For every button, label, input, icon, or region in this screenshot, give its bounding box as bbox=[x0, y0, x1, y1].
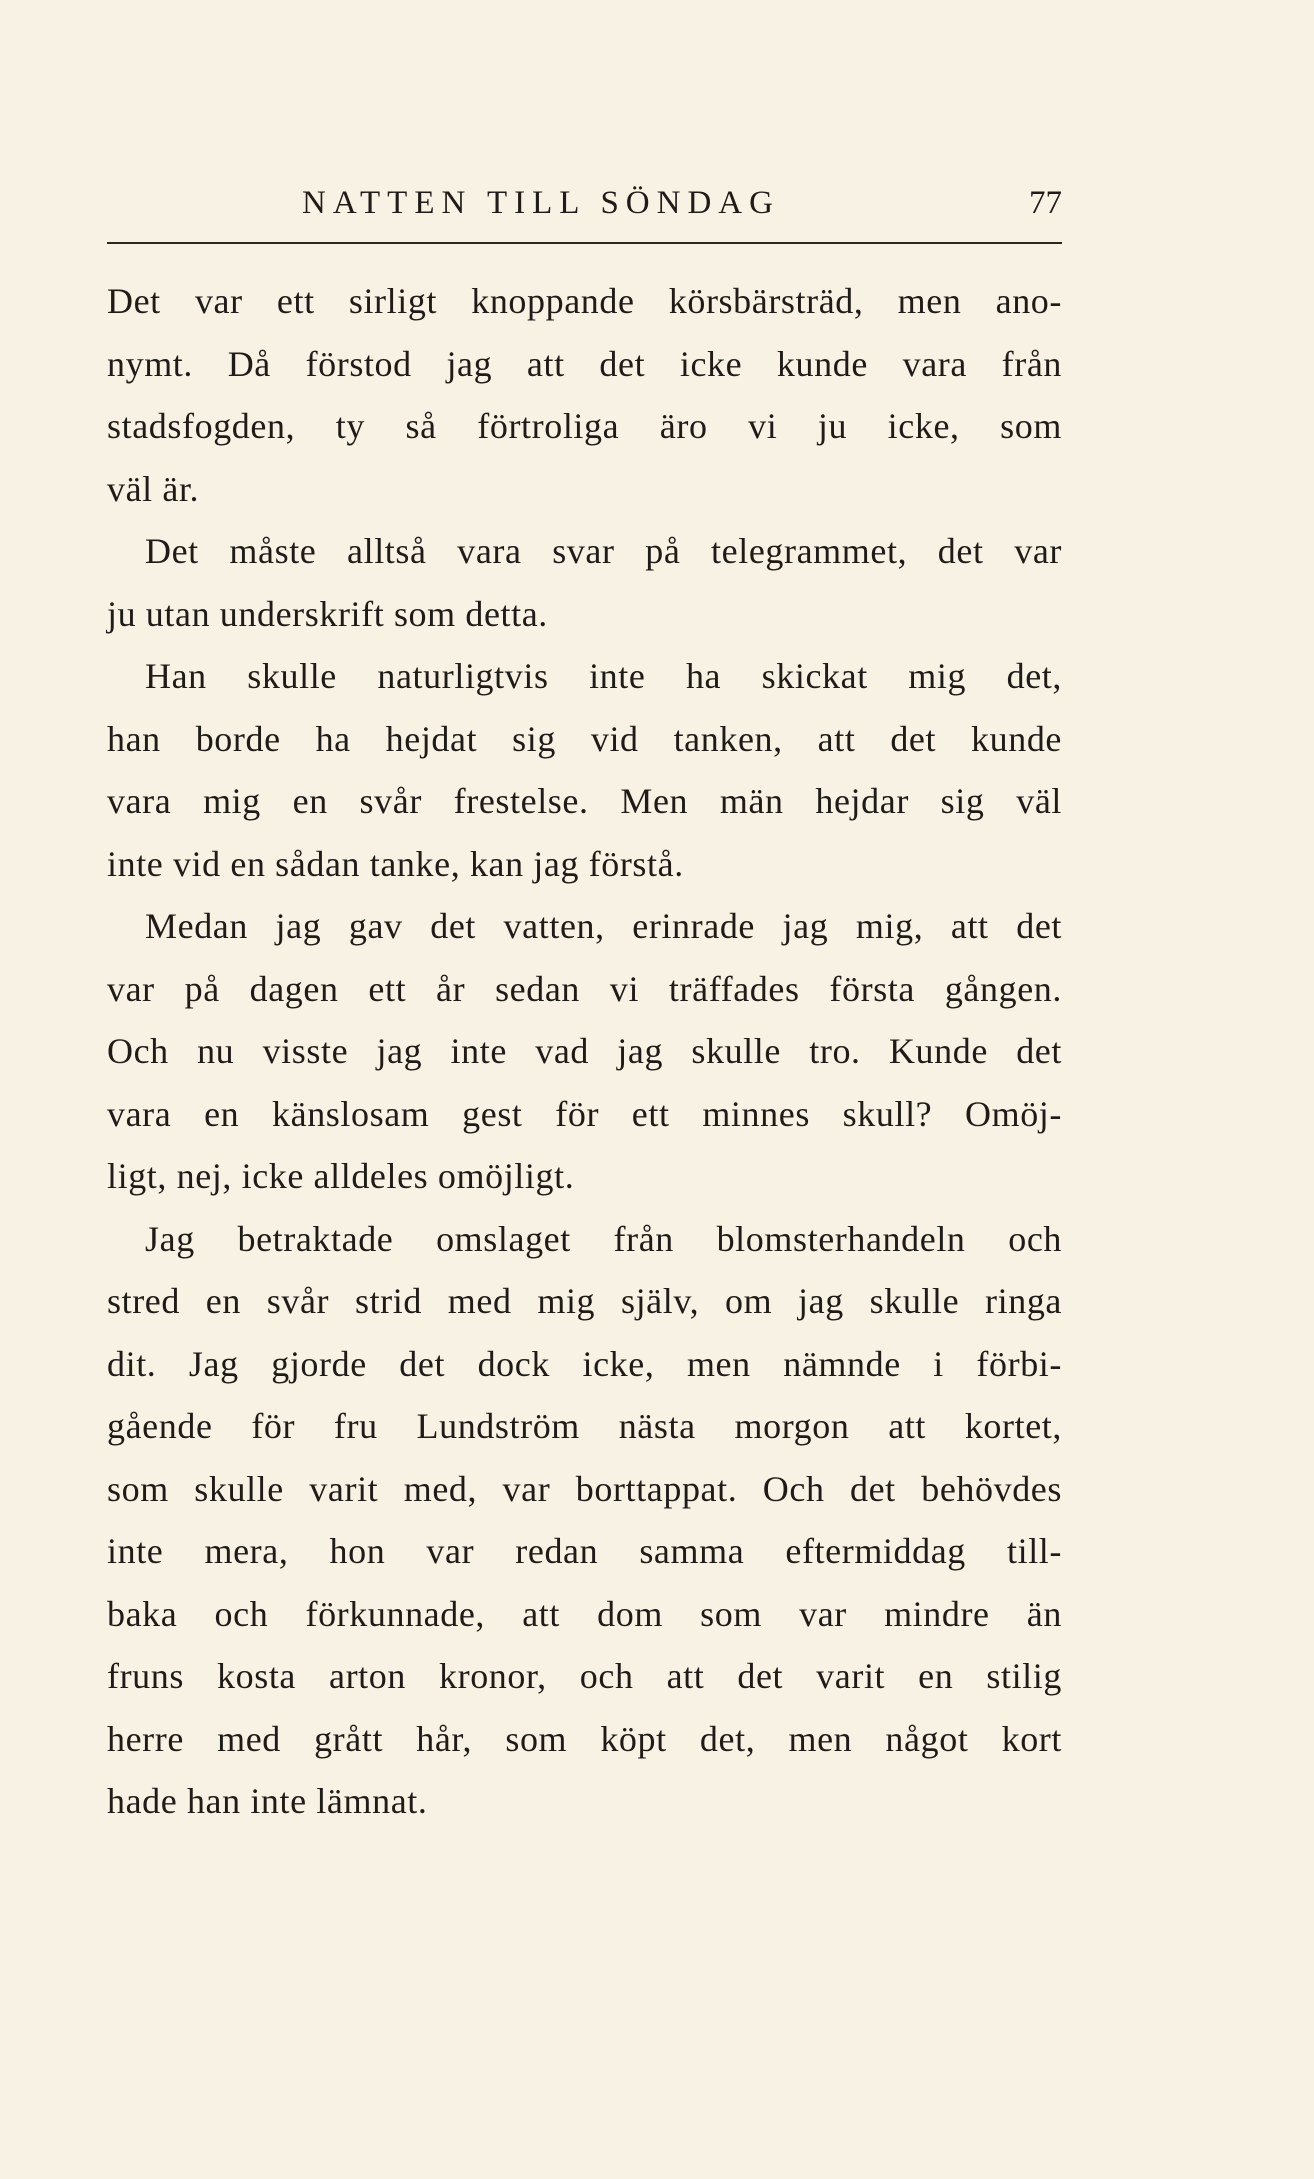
text-line: som skulle varit med, var borttappat. Och det behövdes bbox=[107, 1468, 1062, 1509]
header-rule bbox=[107, 242, 1062, 244]
text-line: Jag betraktade omslaget från blomsterhandeln och bbox=[145, 1218, 1062, 1259]
text-line: stadsfogden, ty så förtroliga äro vi ju icke, som bbox=[107, 406, 1062, 446]
text-line: hade han inte lämnat. bbox=[107, 1781, 428, 1821]
text-line: nymt. Då förstod jag att det icke kunde vara från bbox=[107, 343, 1062, 384]
text-line: inte mera, hon var redan samma eftermiddag till- bbox=[107, 1531, 1062, 1571]
text-line: Det var ett sirligt knoppande körsbärsträd, men ano- bbox=[107, 281, 1062, 321]
text-line: vara en känslosam gest för ett minnes skull? Omöj- bbox=[107, 1093, 1062, 1134]
text-line: han borde ha hejdat sig vid tanken, att det kunde bbox=[107, 718, 1062, 759]
text-line: var på dagen ett år sedan vi träffades första gången. bbox=[107, 968, 1062, 1009]
text-line: Medan jag gav det vatten, erinrade jag mig, att det bbox=[145, 906, 1062, 946]
text-line: baka och förkunnade, att dom som var mindre än bbox=[107, 1593, 1062, 1634]
text-line: inte vid en sådan tanke, kan jag förstå. bbox=[107, 843, 684, 884]
text-line: Det måste alltså vara svar på telegrammet, det var bbox=[145, 531, 1062, 571]
text-line: Och nu visste jag inte vad jag skulle tro. Kunde det bbox=[107, 1031, 1062, 1071]
text-line: stred en svår strid med mig själv, om jag skulle ringa bbox=[107, 1281, 1062, 1321]
text-line: ligt, nej, icke alldeles omöjligt. bbox=[107, 1156, 575, 1196]
running-head bbox=[107, 178, 1062, 228]
text-line: gående för fru Lundström nästa morgon att kortet, bbox=[107, 1406, 1062, 1446]
text-line: herre med grått hår, som köpt det, men något kort bbox=[107, 1718, 1062, 1759]
text-line: väl är. bbox=[107, 468, 200, 509]
running-title: NATTEN TILL SÖNDAG bbox=[302, 185, 780, 221]
text-line: ju utan underskrift som detta. bbox=[107, 593, 548, 634]
page-number: 77 bbox=[1029, 185, 1062, 221]
text-line: dit. Jag gjorde det dock icke, men nämnde i förbi- bbox=[107, 1343, 1062, 1384]
body-text bbox=[107, 270, 1062, 1833]
text-line: fruns kosta arton kronor, och att det varit en stilig bbox=[107, 1656, 1062, 1696]
text-line: vara mig en svår frestelse. Men män hejdar sig väl bbox=[107, 781, 1062, 821]
text-line: Han skulle naturligtvis inte ha skickat mig det, bbox=[145, 656, 1062, 696]
